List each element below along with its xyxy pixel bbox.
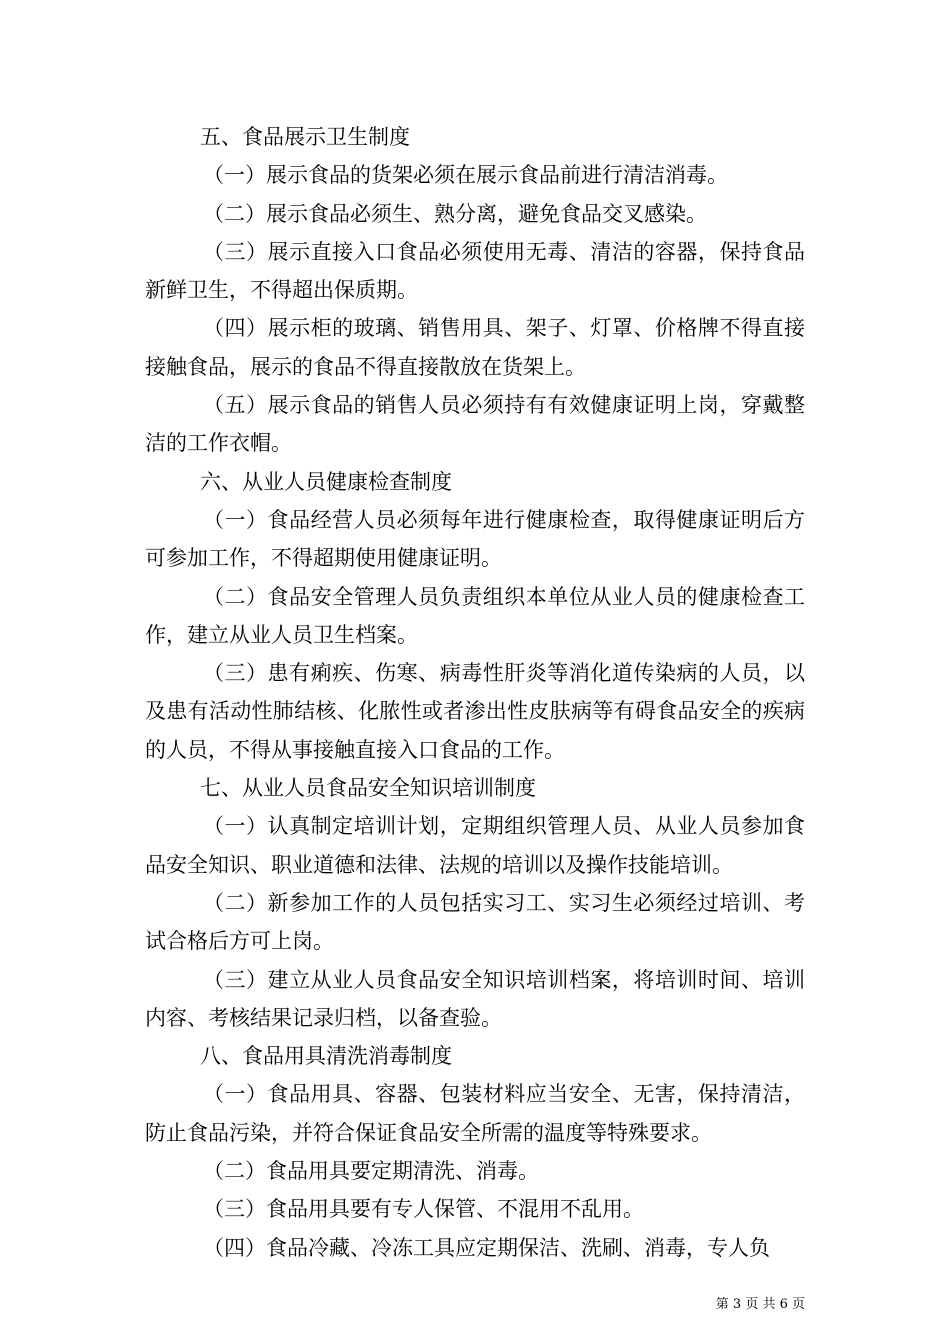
paragraph: （三）建立从业人员食品安全知识培训档案，将培训时间、培训内容、考核结果记录归档，以备查验。 — [145, 967, 805, 1030]
paragraph: （一）展示食品的货架必须在展示食品前进行清洁消毒。 — [203, 163, 728, 188]
paragraph: （二）食品安全管理人员负责组织本单位从业人员的健康检查工作，建立从业人员卫生档案。 — [145, 584, 805, 647]
paragraph: （一）认真制定培训计划，定期组织管理人员、从业人员参加食品安全知识、职业道德和法律、法规的培训以及操作技能培训。 — [145, 814, 805, 877]
section-heading: 五、食品展示卫生制度 — [200, 125, 410, 149]
paragraph: （三）患有痢疾、伤寒、病毒性肝炎等消化道传染病的人员，以及患有活动性肺结核、化脓性或者渗出性皮肤病等有碍食品安全的疾病的人员，不得从事接触直接入口食品的工作。 — [145, 661, 805, 762]
paragraph: （二）新参加工作的人员包括实习工、实习生必须经过培训、考试合格后方可上岗。 — [145, 890, 805, 954]
paragraph: （三）食品用具要有专人保管、不混用不乱用。 — [203, 1197, 644, 1222]
section-heading: 六、从业人员健康检查制度 — [200, 469, 452, 494]
section-heading: 八、食品用具清洗消毒制度 — [200, 1044, 452, 1069]
section-heading: 七、从业人员食品安全知识培训制度 — [200, 776, 536, 801]
paragraph: （四）食品冷藏、冷冻工具应定期保洁、洗刷、消毒，专人负 — [203, 1235, 770, 1260]
paragraph: （一）食品用具、容器、包装材料应当安全、无害，保持清洁，防止食品污染，并符合保证食品安全所需的温度等特殊要求。 — [145, 1082, 805, 1145]
paragraph: （一）食品经营人员必须每年进行健康检查，取得健康证明后方可参加工作，不得超期使用健康证明。 — [145, 507, 805, 571]
paragraph: （四）展示柜的玻璃、销售用具、架子、灯罩、价格牌不得直接接触食品，展示的食品不得直接散放在货架上。 — [145, 316, 805, 379]
document-body — [145, 118, 805, 1267]
paragraph: （三）展示直接入口食品必须使用无毒、清洁的容器，保持食品新鲜卫生，不得超出保质期。 — [145, 239, 805, 303]
page-number-footer: 第 3 页 共 6 页 — [715, 1297, 805, 1312]
paragraph: （五）展示食品的销售人员必须持有有效健康证明上岗，穿戴整洁的工作衣帽。 — [145, 393, 805, 456]
paragraph: （二）展示食品必须生、熟分离，避免食品交叉感染。 — [203, 201, 707, 226]
paragraph: （二）食品用具要定期清洗、消毒。 — [203, 1159, 539, 1184]
